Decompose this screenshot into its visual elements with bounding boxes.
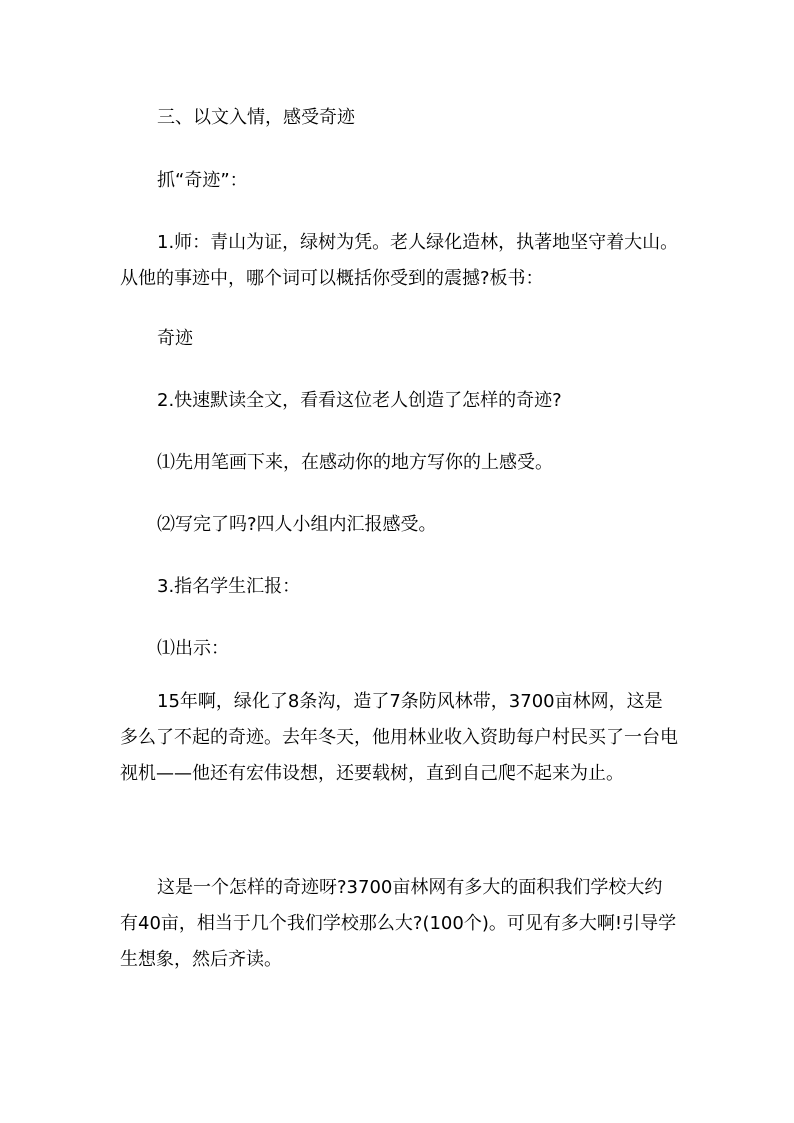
paragraph-step-2: 2.快速默读全文，看看这位老人创造了怎样的奇迹? [157,390,562,411]
paragraph-blackboard-miracle: 奇迹 [157,328,193,349]
paragraph-quote: 15年啊，绿化了8条沟，造了7条防风林带，3700亩林网，这是多么了不起的奇迹。去年冬天，他用林业收入资助每户村民买了一台电视机——他还有宏伟设想，还要载树，直到自己爬不起来为止。 [120,691,678,784]
paragraph-sub-2: ⑵写完了吗?四人小组内汇报感受。 [157,514,437,535]
paragraph-step-1: 1.师：青山为证，绿树为凭。老人绿化造林，执著地坚守着大山。从他的事迹中，哪个词可以概括你受到的震撼?板书： [120,232,679,289]
paragraph-grasp-miracle: 抓“奇迹”： [157,170,248,191]
section-heading: 三、以文入情，感受奇迹 [157,107,355,128]
paragraph-discussion: 这是一个怎样的奇迹呀?3700亩林网有多大的面积我们学校大约有40亩，相当于几个我们学校那么大?(100个)。可见有多大啊!引导学生想象，然后齐读。 [120,877,677,970]
paragraph-step-3: 3.指名学生汇报： [157,576,301,597]
paragraph-show: ⑴出示： [157,638,229,659]
paragraph-sub-1: ⑴先用笔画下来，在感动你的地方写你的上感受。 [157,452,553,473]
